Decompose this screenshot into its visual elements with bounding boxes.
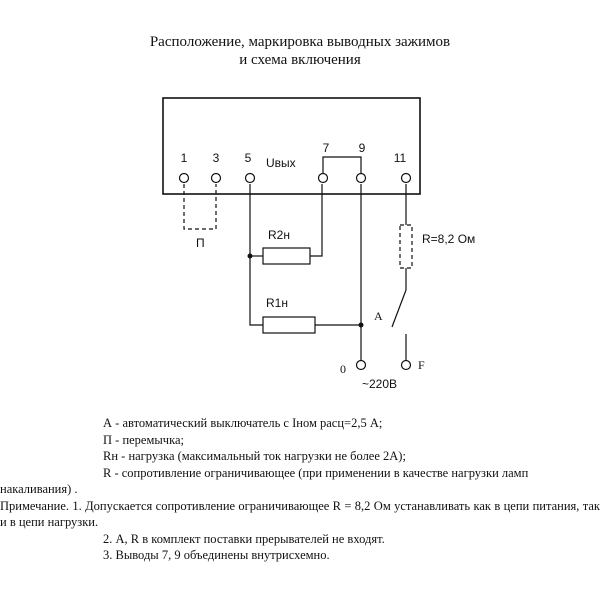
junction-dot <box>248 254 253 259</box>
title-line-1: Расположение, маркировка выводных зажимов <box>149 34 451 50</box>
terminal-9 <box>357 174 366 183</box>
wire-r2-to-7 <box>310 184 322 256</box>
terminal-label-11: 11 <box>393 151 407 165</box>
r2-label: R2н <box>268 228 290 242</box>
terminal-11 <box>402 174 411 183</box>
jumper-label: П <box>196 236 205 250</box>
title-line-2: и схема включения <box>239 52 361 68</box>
supply-terminal-f <box>402 361 411 370</box>
device-housing <box>163 98 420 194</box>
breaker-label: A <box>374 309 383 323</box>
terminal-3 <box>212 174 221 183</box>
limiting-resistor <box>400 225 412 268</box>
terminal-label-5: 5 <box>244 151 252 165</box>
limiting-resistor-label: R=8,2 Ом <box>422 232 476 246</box>
internal-link-7-9 <box>323 157 361 176</box>
supply-terminal-0 <box>357 361 366 370</box>
note-jumper: П - перемычка; <box>103 432 184 447</box>
note-3: 3. Выводы 7, 9 объединены внутрисхемно. <box>103 548 330 562</box>
note-load: Rн - нагрузка (максимальный ток нагрузки не более 2А); <box>103 449 406 463</box>
note-remark: Примечание. 1. Допускается сопротивление ограничивающее R = 8,2 Ом устанавливать как в цепи питания, так и в цепи нагрузки. <box>0 498 600 529</box>
note-resistor-1: R - сопротивление ограничивающее (при применении в качестве нагрузки ламп <box>103 465 529 480</box>
breaker-switch <box>392 290 406 327</box>
terminal-label-3: 3 <box>212 151 220 165</box>
f-label: F <box>418 358 425 372</box>
r2-load-resistor <box>263 248 310 264</box>
terminal-label-7: 7 <box>322 141 330 155</box>
terminal-label-1: 1 <box>180 151 188 165</box>
note-breaker: А - автоматический выключатель с Iном расц=2,5 А; <box>103 416 383 430</box>
terminal-1 <box>180 174 189 183</box>
legend-notes <box>0 415 600 564</box>
zero-label: 0 <box>340 362 346 376</box>
r1-label: R1н <box>266 296 288 310</box>
r1-load-resistor <box>263 317 315 333</box>
terminal-label-9: 9 <box>358 141 366 155</box>
output-voltage-label: Uвых <box>266 156 296 170</box>
jumper <box>184 184 216 229</box>
terminal-7 <box>319 174 328 183</box>
note-resistor-2: накаливания) . <box>0 482 78 496</box>
note-2: 2. А, R в комплект поставки прерывателей не входят. <box>103 531 385 546</box>
terminal-5 <box>246 174 255 183</box>
supply-voltage-label: ~220В <box>362 377 398 391</box>
